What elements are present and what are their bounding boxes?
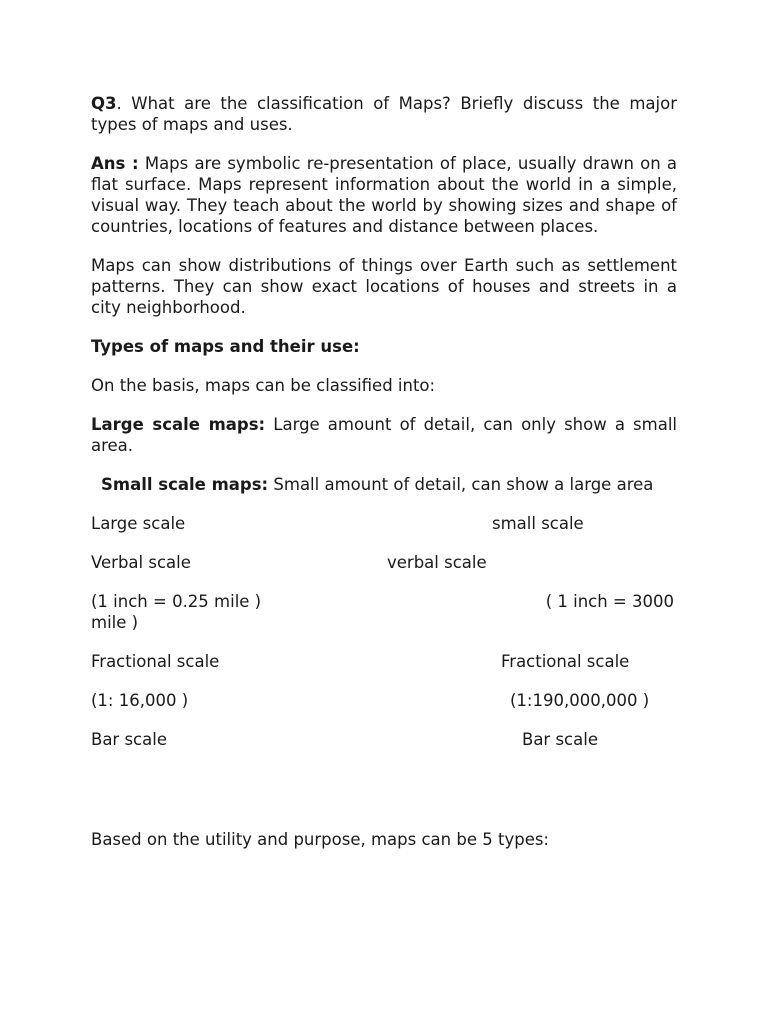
verbal-scale-left: Verbal scale	[91, 553, 191, 572]
inch-scale-left: (1 inch = 0.25 mile )	[91, 592, 262, 611]
answer-paragraph	[91, 153, 677, 237]
document-page	[91, 93, 677, 850]
bar-scale-row	[91, 729, 677, 750]
small-scale-text: Small amount of detail, can show a large area	[268, 475, 654, 494]
ratio-scale-left: (1: 16,000 )	[91, 691, 189, 710]
inch-scale-right: ( 1 inch = 3000	[545, 592, 674, 611]
question-paragraph	[91, 93, 677, 135]
bar-scale-right: Bar scale	[522, 730, 598, 749]
bar-scale-left: Bar scale	[91, 730, 167, 749]
large-scale-text: Large amount of detail, can only show a small area.	[91, 415, 677, 455]
inch-scale-row	[91, 591, 677, 633]
large-scale-header: Large scale	[91, 514, 186, 533]
answer-label: Ans :	[91, 154, 139, 173]
question-text: . What are the classification of Maps? Briefly discuss the major types of maps and uses.	[91, 94, 677, 134]
fractional-scale-left: Fractional scale	[91, 652, 220, 671]
basis-paragraph: On the basis, maps can be classified into:	[91, 376, 436, 395]
scale-header-row	[91, 513, 677, 534]
distributions-paragraph: Maps can show distributions of things over Earth such as settlement patterns. They can show exact locations of houses and streets in a city neighborhood.	[91, 256, 677, 317]
ratio-scale-right: (1:190,000,000 )	[510, 691, 650, 710]
question-label: Q3	[91, 94, 117, 113]
small-scale-paragraph	[91, 474, 677, 495]
utility-paragraph: Based on the utility and purpose, maps can be 5 types:	[91, 830, 549, 849]
small-scale-header: small scale	[492, 514, 584, 533]
large-scale-label: Large scale maps:	[91, 415, 266, 434]
small-scale-label: Small scale maps:	[101, 475, 269, 494]
fractional-scale-right: Fractional scale	[501, 652, 630, 671]
verbal-scale-row	[91, 552, 677, 573]
inch-scale-right-continued: mile )	[91, 613, 139, 632]
types-heading: Types of maps and their use:	[91, 337, 360, 356]
answer-text: Maps are symbolic re-presentation of place, usually drawn on a flat surface. Maps represent information about the world in a simple, visual way. They teach about the world by showing sizes and shape of countries, locations of features and distance between places.	[91, 154, 677, 236]
verbal-scale-right: verbal scale	[387, 553, 487, 572]
ratio-scale-row	[91, 690, 677, 711]
fractional-scale-row	[91, 651, 677, 672]
large-scale-paragraph	[91, 414, 677, 456]
